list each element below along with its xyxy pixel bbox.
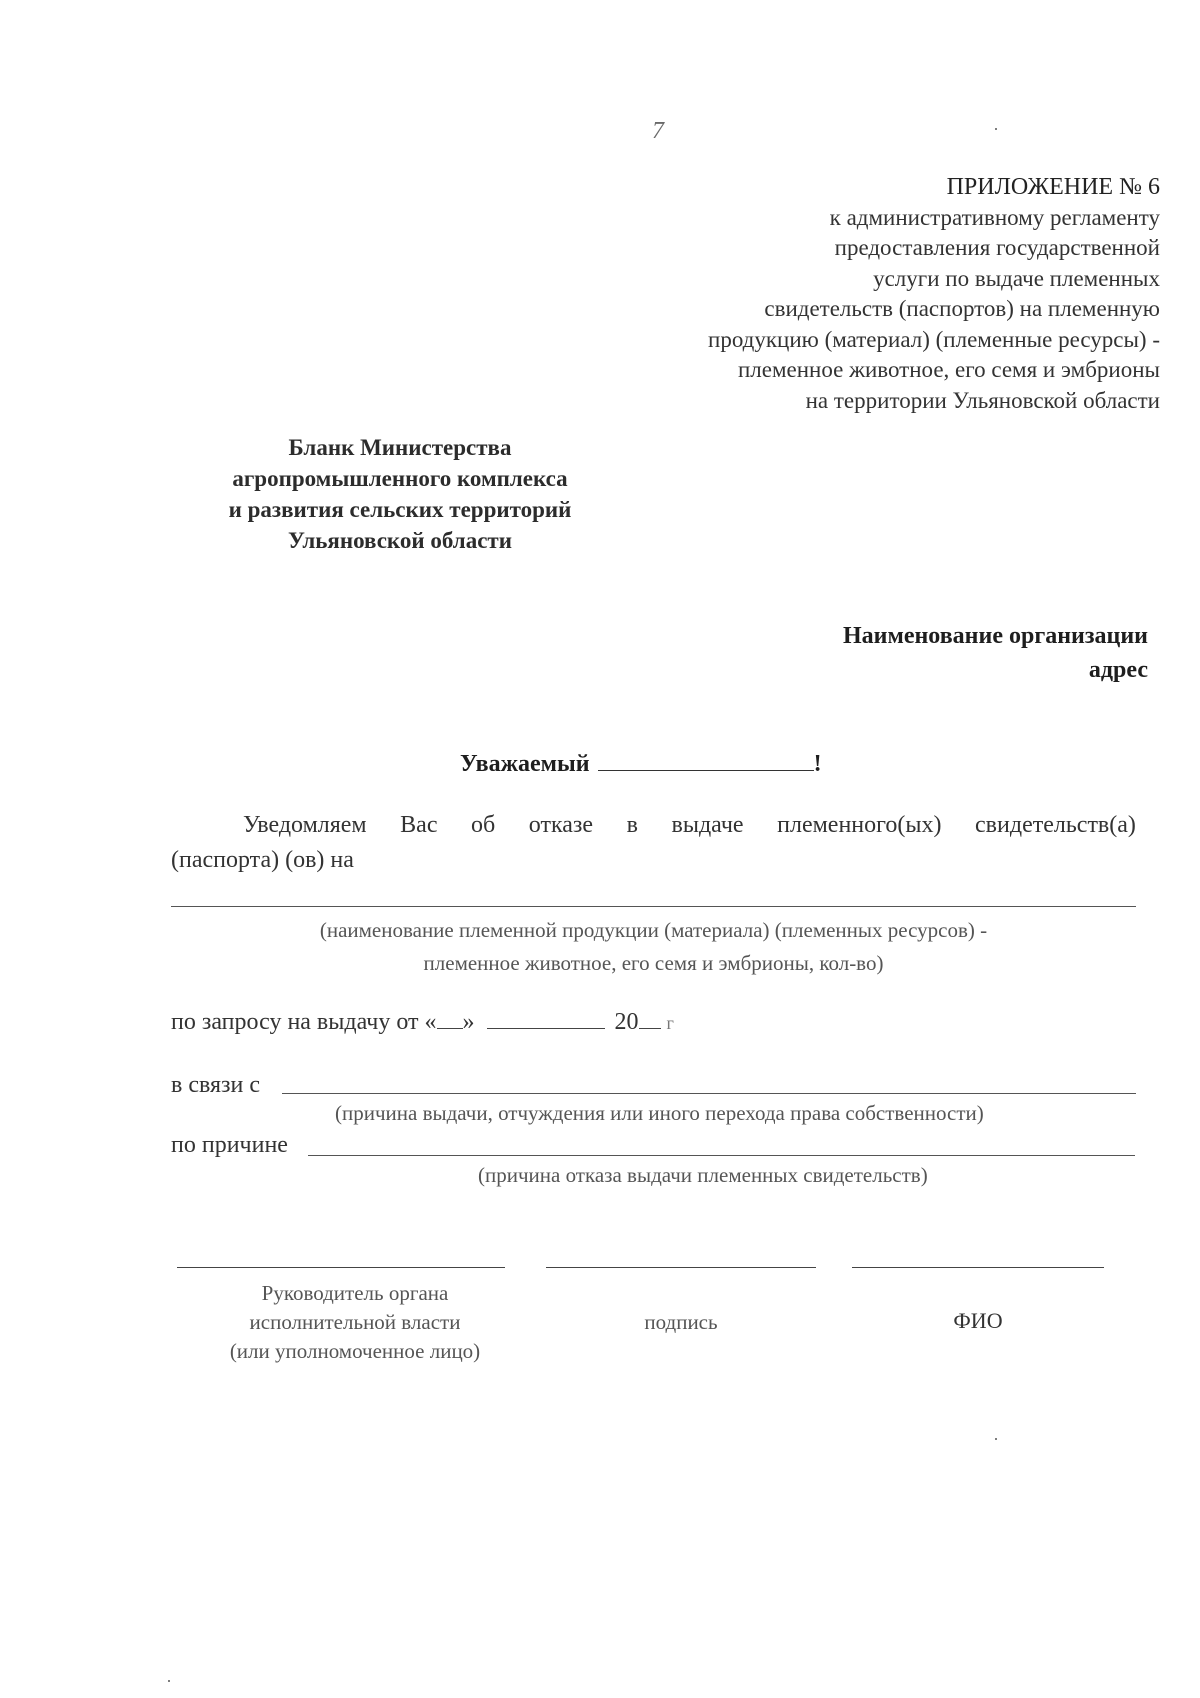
official-caption-line: (или уполномоченное лицо): [229, 1339, 481, 1363]
appendix-line: предоставления государственной: [834, 235, 1160, 260]
request-date-line: [171, 1008, 674, 1036]
official-caption-line: исполнительной власти: [249, 1310, 461, 1334]
notice-word: свидетельств(а): [975, 812, 1136, 838]
letterhead-line: Ульяновской области: [288, 528, 512, 553]
request-year-label: 20: [614, 1009, 639, 1035]
letterhead-line: Бланк Министерства: [288, 435, 512, 460]
appendix-line: услуги по выдаче племенных: [873, 265, 1160, 291]
notice-word: в: [626, 812, 638, 838]
product-blank-line[interactable]: [171, 906, 1136, 907]
by-reason-label: по причине: [171, 1132, 288, 1158]
appendix-header: [708, 172, 1160, 416]
signature-line[interactable]: [546, 1267, 816, 1268]
official-caption: [190, 1279, 520, 1366]
request-year-suffix: г: [666, 1013, 674, 1033]
signature-caption: подпись: [644, 1310, 718, 1334]
letterhead-line: и развития сельских территорий: [228, 497, 572, 522]
appendix-title: ПРИЛОЖЕНИЕ № 6: [946, 174, 1160, 200]
notice-word: племенного(ых): [777, 812, 942, 838]
notice-line-2: (паспорта) (ов) на: [171, 847, 354, 873]
appendix-line: свидетельств (паспортов) на племенную: [764, 296, 1160, 321]
request-close-quote: »: [462, 1009, 475, 1035]
request-day-blank[interactable]: [437, 1008, 463, 1029]
salutation: Уважаемый: [460, 751, 590, 777]
scan-speck: [995, 1438, 997, 1440]
in-connection-caption: (причина выдачи, отчуждения или иного перехода права собственности): [335, 1101, 984, 1125]
appendix-line: продукцию (материал) (племенные ресурсы) -: [708, 326, 1160, 352]
recipient-organization: Наименование организации: [842, 623, 1148, 649]
recipient-address: адрес: [1088, 657, 1148, 683]
notice-word: Вас: [400, 812, 438, 838]
notice-word: отказе: [528, 812, 594, 838]
in-connection-label: в связи с: [171, 1072, 261, 1098]
official-signature-line[interactable]: [177, 1267, 505, 1268]
notice-word: Уведомляем: [243, 812, 367, 838]
greeting: [460, 748, 822, 778]
recipient-block: [843, 619, 1148, 687]
by-reason-blank-line[interactable]: [308, 1155, 1135, 1156]
ministry-letterhead: [190, 432, 610, 556]
appendix-line: племенное животное, его семя и эмбрионы: [737, 357, 1160, 382]
notice-word: выдаче: [671, 812, 744, 838]
name-line[interactable]: [852, 1267, 1104, 1268]
exclamation-mark: !: [813, 751, 822, 777]
notice-line-1: [243, 812, 1136, 839]
official-caption-line: Руководитель органа: [261, 1281, 449, 1305]
in-connection-blank-line[interactable]: [282, 1093, 1136, 1094]
name-caption: ФИО: [953, 1308, 1003, 1333]
addressee-blank[interactable]: [598, 748, 814, 771]
letterhead-line: агропромышленного комплекса: [232, 466, 568, 491]
request-prefix: по запросу на выдачу от «: [171, 1009, 437, 1035]
product-caption-2: племенное животное, его семя и эмбрионы, кол-во): [423, 951, 884, 975]
request-month-blank[interactable]: [487, 1008, 605, 1029]
appendix-line: на территории Ульяновской области: [805, 387, 1160, 413]
notice-word: об: [471, 812, 496, 838]
scan-speck: [995, 128, 997, 130]
appendix-line: к административному регламенту: [829, 204, 1160, 230]
page-number: 7: [652, 118, 664, 144]
scan-speck: [168, 1680, 170, 1682]
by-reason-caption: (причина отказа выдачи племенных свидетельств): [478, 1163, 928, 1187]
request-year-blank[interactable]: [639, 1008, 661, 1029]
product-caption-1: (наименование племенной продукции (материала) (племенных ресурсов) -: [319, 918, 988, 942]
